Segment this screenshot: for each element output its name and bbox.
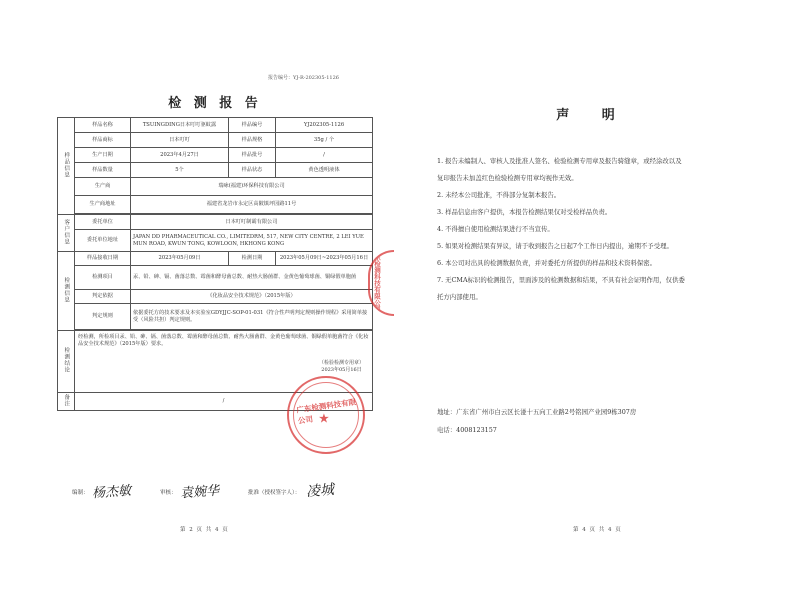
table-row (58, 118, 373, 133)
cell-value: 5个 (131, 163, 229, 178)
cell-label: 检测日期 (229, 252, 276, 266)
cell-value: 日本叮叮制霸有限公司 (131, 215, 373, 230)
cell-value: 2023年05月09日~2023年05月16日 (276, 252, 373, 266)
cell-value: 《化妆品安全技术规范》（2015年版） (131, 290, 373, 304)
cell-label: 委托单位地址 (75, 230, 131, 252)
list-item: 4. 不得擅自使用检测结果进行不当宣传。 (437, 225, 554, 233)
table-row (58, 252, 373, 266)
cell-value: JAPAN DD PHARMACEUTICAL CO., LIMITEDRM, 517, NEW CITY CENTRE, 2 LEI YUE MUN ROAD, KWUN TONG, KOWLOON, HKHONG KONG (131, 230, 373, 252)
list-item: 2. 未经本公司批准，不得部分复制本报告。 (437, 191, 561, 199)
report-table (57, 117, 373, 411)
round-seal-text: 广东检测科技有限公司 (295, 397, 357, 426)
conclusion-group-label: 检测结论 (58, 331, 75, 393)
cell-label: 生产商地址 (75, 196, 131, 214)
list-item: 5. 如果对检测结果有异议，请于收到报告之日起7个工作日内提出，逾期不予受理。 (437, 242, 673, 250)
declaration-page (395, 0, 790, 606)
cell-label: 样品接收日期 (75, 252, 131, 266)
cell-label: 样品状态 (229, 163, 276, 178)
client-group-label: 客户信息 (58, 215, 75, 252)
cell-value: 35g / 个 (276, 133, 373, 148)
page-number: 第 4 页 共 4 页 (573, 527, 622, 533)
cell-value: TSUINGDING日本叮叮驱蚊露 (131, 118, 229, 133)
approver-signature: 凌城 (305, 481, 335, 501)
remark-group-label: 备注 (58, 393, 75, 411)
conclusion-footer (319, 360, 364, 374)
editor-signature: 杨杰敏 (91, 483, 132, 502)
cell-value: 2023年4月27日 (131, 148, 229, 163)
list-item: 复印报告未加盖红色检验检测专用章均视作无效。 (437, 174, 578, 182)
declaration-list (437, 153, 762, 306)
cell-value: 福建省龙岩市永定区高陂镇坪园路11号 (131, 196, 373, 214)
cell-value: 日本叮叮 (131, 133, 229, 148)
table-row (58, 148, 373, 163)
table-row (58, 178, 373, 196)
remark-value: / (75, 393, 373, 411)
list-item: 1. 报告未编制人、审核人及批准人签名、检验检测专用章及报告骑缝章，或经涂改以及 (437, 157, 682, 165)
table-row (58, 290, 373, 304)
cell-value: 汞、铅、砷、镉、菌落总数、霉菌和酵母菌总数、耐热大肠菌群、金黄色葡萄球菌、铜绿假单胞菌 (131, 266, 373, 290)
side-seal-text: 东检测科技有限公司 (373, 254, 381, 313)
list-item: 托方内部使用。 (437, 293, 482, 301)
phone: 电话：4008123157 (437, 426, 497, 434)
cell-value: / (276, 148, 373, 163)
editor-label: 编制： (72, 490, 89, 496)
cell-label: 样品规格 (229, 133, 276, 148)
conclusion-text: 经检测，所检项目汞、铅、砷、镉、菌落总数、霉菌和酵母菌总数、耐热大肠菌群、金黄色葡萄球菌、铜绿假单胞菌符合《化妆品安全技术规范》（2015年版）要求。 (78, 334, 369, 347)
table-row (58, 196, 373, 214)
reviewer-signature: 袁婉华 (179, 483, 220, 502)
table-row (58, 133, 373, 148)
test-group-label: 检测信息 (58, 252, 75, 331)
cell-label: 样品名称 (75, 118, 131, 133)
address: 地址：广东省广州市白云区长湴十五向工业路2号铭园产业园9栋307房 (437, 408, 637, 416)
sample-group-label: 样品信息 (58, 118, 75, 215)
cell-label: 样品数量 (75, 163, 131, 178)
cell-label: 样品批号 (229, 148, 276, 163)
cell-label: 委托单位 (75, 215, 131, 230)
cell-value: 黄色透明液体 (276, 163, 373, 178)
table-row (58, 230, 373, 252)
cell-label: 检测项目 (75, 266, 131, 290)
approver-label: 批准（授权签字人）： (248, 490, 301, 496)
list-item: 7. 无CMA标识的检测报告，里面涉及的检测数据和结果，不具有社会证明作用，仅供委 (437, 276, 685, 284)
cell-label: 判定规则 (75, 304, 131, 330)
conclusion-date: 2023年05月16日 (321, 367, 362, 373)
report-title: 检 测 报 告 (168, 96, 262, 111)
cell-value: 依据委托方的技术要求及本实验室GDYJJC-SOP-01-031《符合性声明判定规则操作规程》采用简单接受（风险共担）判定规则。 (131, 304, 373, 330)
stamp-label: （检验检测专用章） (318, 360, 364, 366)
reviewer-label: 审核： (160, 490, 177, 496)
cell-label: 生产商 (75, 178, 131, 196)
cell-label: 样品商标 (75, 133, 131, 148)
cell-label: 样品编号 (229, 118, 276, 133)
cell-value: 瑞咏(福建)环保科技有限公司 (131, 178, 373, 196)
cell-value: 2023年05月09日 (131, 252, 229, 266)
table-row (58, 304, 373, 330)
table-row (58, 215, 373, 230)
list-item: 3. 样品信息由客户提供，本报告检测结果仅对受检样品负责。 (437, 208, 612, 216)
round-seal: 广东检测科技有限公司 ★ (287, 376, 365, 454)
list-item: 6. 本公司对出具的检测数据负责，并对委托方所提供的样品和技术资料保密。 (437, 259, 657, 267)
cell-value: YJ202305-1126 (276, 118, 373, 133)
declaration-title: 声 明 (556, 108, 629, 123)
report-number: 报告编号：YJ-R-202305-1126 (268, 75, 339, 81)
table-row (58, 266, 373, 290)
contact-info (437, 403, 636, 439)
table-row (58, 163, 373, 178)
cell-label: 判定依据 (75, 290, 131, 304)
page-number: 第 2 页 共 4 页 (180, 527, 229, 533)
cell-label: 生产日期 (75, 148, 131, 163)
